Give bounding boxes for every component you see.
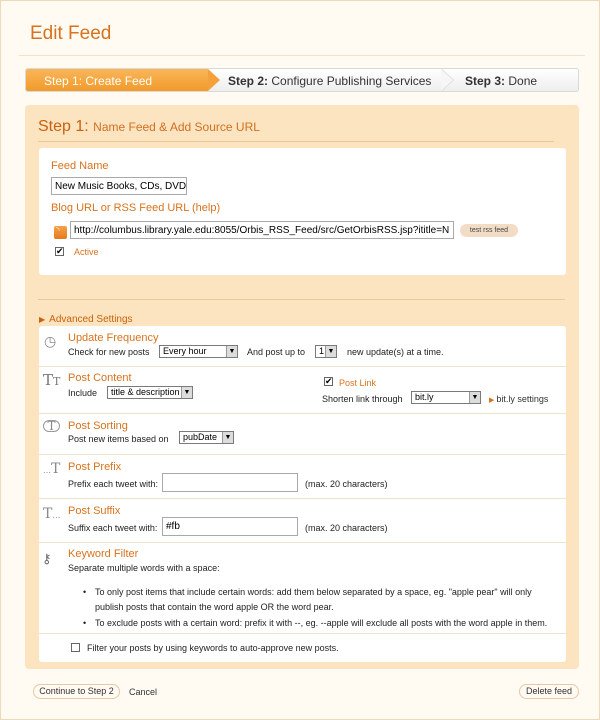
cancel-link[interactable]: Cancel	[129, 687, 158, 697]
check-new-posts-label: Check for new posts	[68, 347, 150, 357]
sort-icon: T	[43, 420, 60, 432]
step-1-tab[interactable]: Step 1: Create Feed	[26, 69, 208, 91]
post-link-label: Post Link	[339, 378, 377, 388]
keyword-hint-exclude: To exclude posts with a certain word: prefix it with --, eg. --apple will exclude all posts with the word apple in them.	[95, 618, 548, 628]
post-sorting-title: Post Sorting	[68, 420, 128, 432]
step-3-number: Step 3:	[465, 74, 506, 88]
keyword-filter-desc: Separate multiple words with a space:	[68, 563, 220, 573]
panel-heading-label: Name Feed & Add Source URL	[93, 120, 260, 134]
include-label: Include	[68, 388, 98, 398]
step-2-label: Configure Publishing Services	[268, 74, 432, 88]
source-box	[39, 148, 566, 275]
triangle-right-icon: ▶	[39, 315, 46, 324]
post-up-to-label: And post up to	[247, 347, 306, 357]
bitly-settings-label: bit.ly settings	[496, 394, 549, 404]
feed-name-label: Feed Name	[51, 160, 109, 172]
include-select[interactable]	[107, 386, 193, 399]
step-1-panel	[25, 105, 579, 669]
step-3-tab[interactable]	[465, 74, 537, 88]
post-suffix-title: Post Suffix	[68, 505, 121, 517]
key-icon: ⚷	[42, 552, 52, 567]
sort-value: pubDate	[183, 432, 218, 442]
row-divider	[39, 498, 566, 499]
prefix-label: Prefix each tweet with:	[68, 479, 159, 489]
frequency-value: Every hour	[163, 346, 207, 356]
step-separator-inner	[441, 69, 453, 91]
panel-heading	[38, 118, 260, 136]
step-3-label: Done	[505, 74, 538, 88]
row-divider	[39, 366, 566, 367]
bullet-dot: •	[83, 618, 87, 628]
row-divider	[39, 413, 566, 414]
triangle-right-icon: ▶	[489, 397, 497, 404]
suffix-icon: T…	[43, 506, 61, 522]
page-title: Edit Feed	[30, 23, 112, 44]
updates-suffix-label: new update(s) at a time.	[347, 347, 444, 357]
active-checkbox[interactable]: ✔	[56, 246, 64, 256]
url-label[interactable]: Blog URL or RSS Feed URL (help)	[51, 202, 221, 214]
wizard-steps	[25, 68, 579, 92]
keyword-filter-title: Keyword Filter	[68, 548, 139, 560]
test-rss-button[interactable]: test rss feed	[460, 224, 518, 237]
keyword-hint-include-1: To only post items that include certain words: add them below separated by a space, eg. "apple pear" will only	[95, 587, 532, 597]
advanced-settings-box	[39, 326, 566, 662]
auto-approve-checkbox[interactable]	[71, 643, 80, 652]
frequency-select[interactable]	[159, 345, 238, 358]
advanced-settings-label: Advanced Settings	[49, 314, 133, 325]
row-divider	[39, 454, 566, 455]
advanced-divider	[38, 299, 565, 300]
suffix-label: Suffix each tweet with:	[68, 523, 158, 533]
chevron-down-icon: ▼	[226, 346, 237, 357]
post-content-title: Post Content	[68, 372, 132, 384]
update-frequency-title: Update Frequency	[68, 332, 159, 344]
keyword-hint-include-2: publish posts that contain the word apple OR the word pear.	[95, 602, 334, 612]
chevron-down-icon: ▼	[181, 387, 192, 398]
suffix-hint: (max. 20 characters)	[305, 523, 388, 533]
shortener-value: bit.ly	[415, 392, 434, 402]
post-prefix-title: Post Prefix	[68, 461, 122, 473]
clock-icon: ◷	[44, 334, 57, 350]
advanced-settings-toggle[interactable]	[39, 314, 133, 325]
rss-icon	[54, 226, 67, 239]
include-value: title & description	[111, 387, 180, 397]
suffix-input[interactable]: #fb	[162, 517, 298, 536]
prefix-icon: …T	[43, 461, 61, 477]
row-divider	[39, 542, 566, 543]
prefix-input[interactable]	[162, 473, 298, 492]
title-divider	[19, 55, 585, 56]
post-link-checkbox[interactable]: ✔	[325, 376, 333, 386]
chevron-down-icon: ▼	[325, 346, 336, 357]
bitly-settings-link[interactable]	[489, 394, 548, 404]
auto-approve-label: Filter your posts by using keywords to auto-approve new posts.	[87, 643, 339, 653]
active-label: Active	[74, 247, 99, 257]
step-1-arrow	[208, 69, 220, 91]
sort-select[interactable]	[179, 431, 234, 444]
delete-feed-button[interactable]: Delete feed	[519, 684, 579, 699]
panel-heading-number: Step 1:	[38, 118, 89, 135]
shortener-select[interactable]	[411, 391, 481, 404]
post-count-select[interactable]	[315, 345, 337, 358]
shorten-link-label: Shorten link through	[322, 394, 403, 404]
bullet-dot: •	[83, 587, 87, 597]
step-2-number: Step 2:	[228, 74, 269, 88]
feed-name-input[interactable]: New Music Books, CDs, DVD	[51, 177, 187, 195]
step-2-tab[interactable]	[228, 74, 431, 88]
chevron-down-icon: ▼	[469, 392, 480, 403]
row-divider	[39, 633, 566, 634]
post-count-value: 1	[319, 346, 325, 356]
chevron-down-icon: ▼	[222, 432, 233, 443]
sort-by-label: Post new items based on	[68, 434, 169, 444]
prefix-hint: (max. 20 characters)	[305, 479, 388, 489]
text-size-icon: TT	[43, 371, 61, 389]
feed-url-input[interactable]: http://columbus.library.yale.edu:8055/Orbis_RSS_Feed/src/GetOrbisRSS.jsp?ititle=N	[70, 221, 454, 239]
continue-button[interactable]: Continue to Step 2	[33, 684, 120, 699]
panel-divider	[38, 141, 554, 142]
